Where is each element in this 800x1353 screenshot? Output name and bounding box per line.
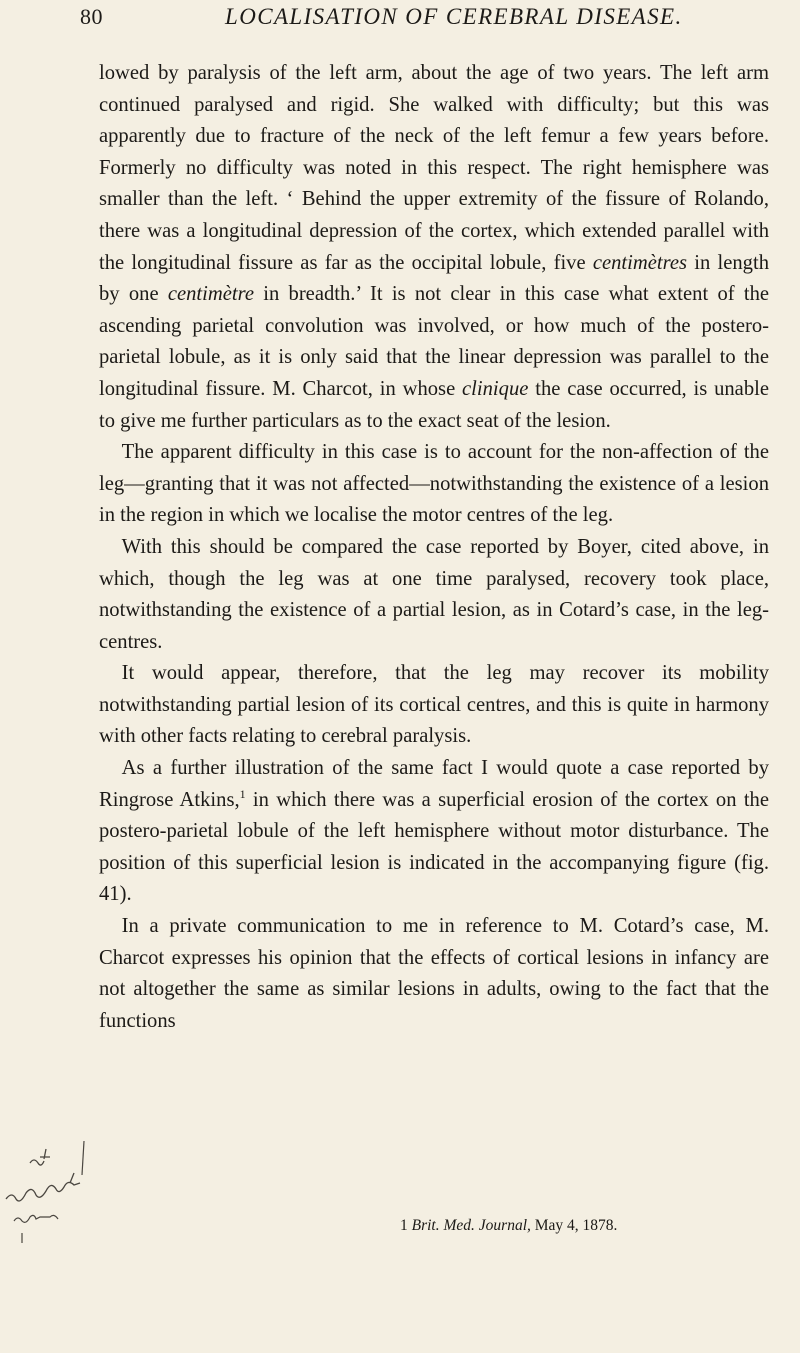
footnote-marker: 1 [400,1217,408,1234]
footnote-source: Brit. Med. Journal, [411,1217,531,1234]
footnote-ref: 1 [239,786,246,801]
footnote-date: May 4, 1878. [534,1217,618,1234]
italic-term: clinique [462,377,529,400]
text-run: in which there was a superficial erosion of the cortex on the postero-parietal lobule of the left hemisphere without motor disturbance. The position of this superficial lesion is indicated in the accompanying figure (fig. 41). [99,788,769,906]
italic-term: centimètres [592,251,688,274]
text-run: As a further illustration of the same fact I would quote a case reported by Ringrose Atkins, [99,757,769,811]
running-title: LOCALISATION OF CEREBRAL DISEASE. [225,4,683,29]
text-run: in breadth.’ It is not clear in this case what extent of the ascending parietal convolution was involved, or how much of the postero-parietal lobule, as it is only said that the linear depression was parallel to the longitudinal fissure. M. Charcot, in whose [99,283,770,400]
text-run: The apparent difficulty in this case is to account for the non-affection of the leg—granting that it was not affected—notwithstanding the existence of a lesion in the region in which we localise the motor centres of the leg. [99,441,769,527]
italic-term: centimètre [167,283,254,306]
text-run: It would appear, therefore, that the leg may recover its mobility notwithstanding partial lesion of its cortical centres, and this is quite in harmony with other facts relating to cerebral paralysis. [99,662,769,748]
paragraph [99,753,769,911]
paragraph [99,532,769,658]
page-number: 80 [80,4,103,29]
paragraph [99,658,769,753]
text-run: the case occurred, is unable to give me further particulars as to the exact seat of the lesion. [99,377,769,432]
paragraph [99,437,769,532]
text-run: lowed by paralysis of the left arm, about the age of two years. The left arm continued paralysed and rigid. She walked with difficulty; but this was apparently due to fracture of the neck of the left femur a few years before. Formerly no difficulty was noted in this respect. The right hemisphere was smaller than the left. ‘ Behind the upper extremity of the fissure of Rolando, there was a longitudinal depression of the cortex, which extended parallel with the longitudinal fissure as far as the occipital lobule, five [99,62,769,274]
page-header [80,4,800,46]
paragraph [99,911,769,1037]
text-run: in length by one [99,251,769,306]
body-text [99,58,769,1037]
paragraph [99,58,769,437]
footnote [400,1216,780,1236]
text-run: With this should be compared the case reported by Boyer, cited above, in which, though the leg was at one time paralysed, recovery took place, notwithstanding the existence of a partial lesion, as in Cotard’s case, in the leg-centres. [99,535,769,653]
handwritten-margin-annotation [0,1135,110,1245]
text-run: In a private communication to me in reference to M. Cotard’s case, M. Charcot expresses his opinion that the effects of cortical lesions in infancy are not altogether the same as similar lesions in adults, owing to the fact that the functions [99,915,769,1032]
